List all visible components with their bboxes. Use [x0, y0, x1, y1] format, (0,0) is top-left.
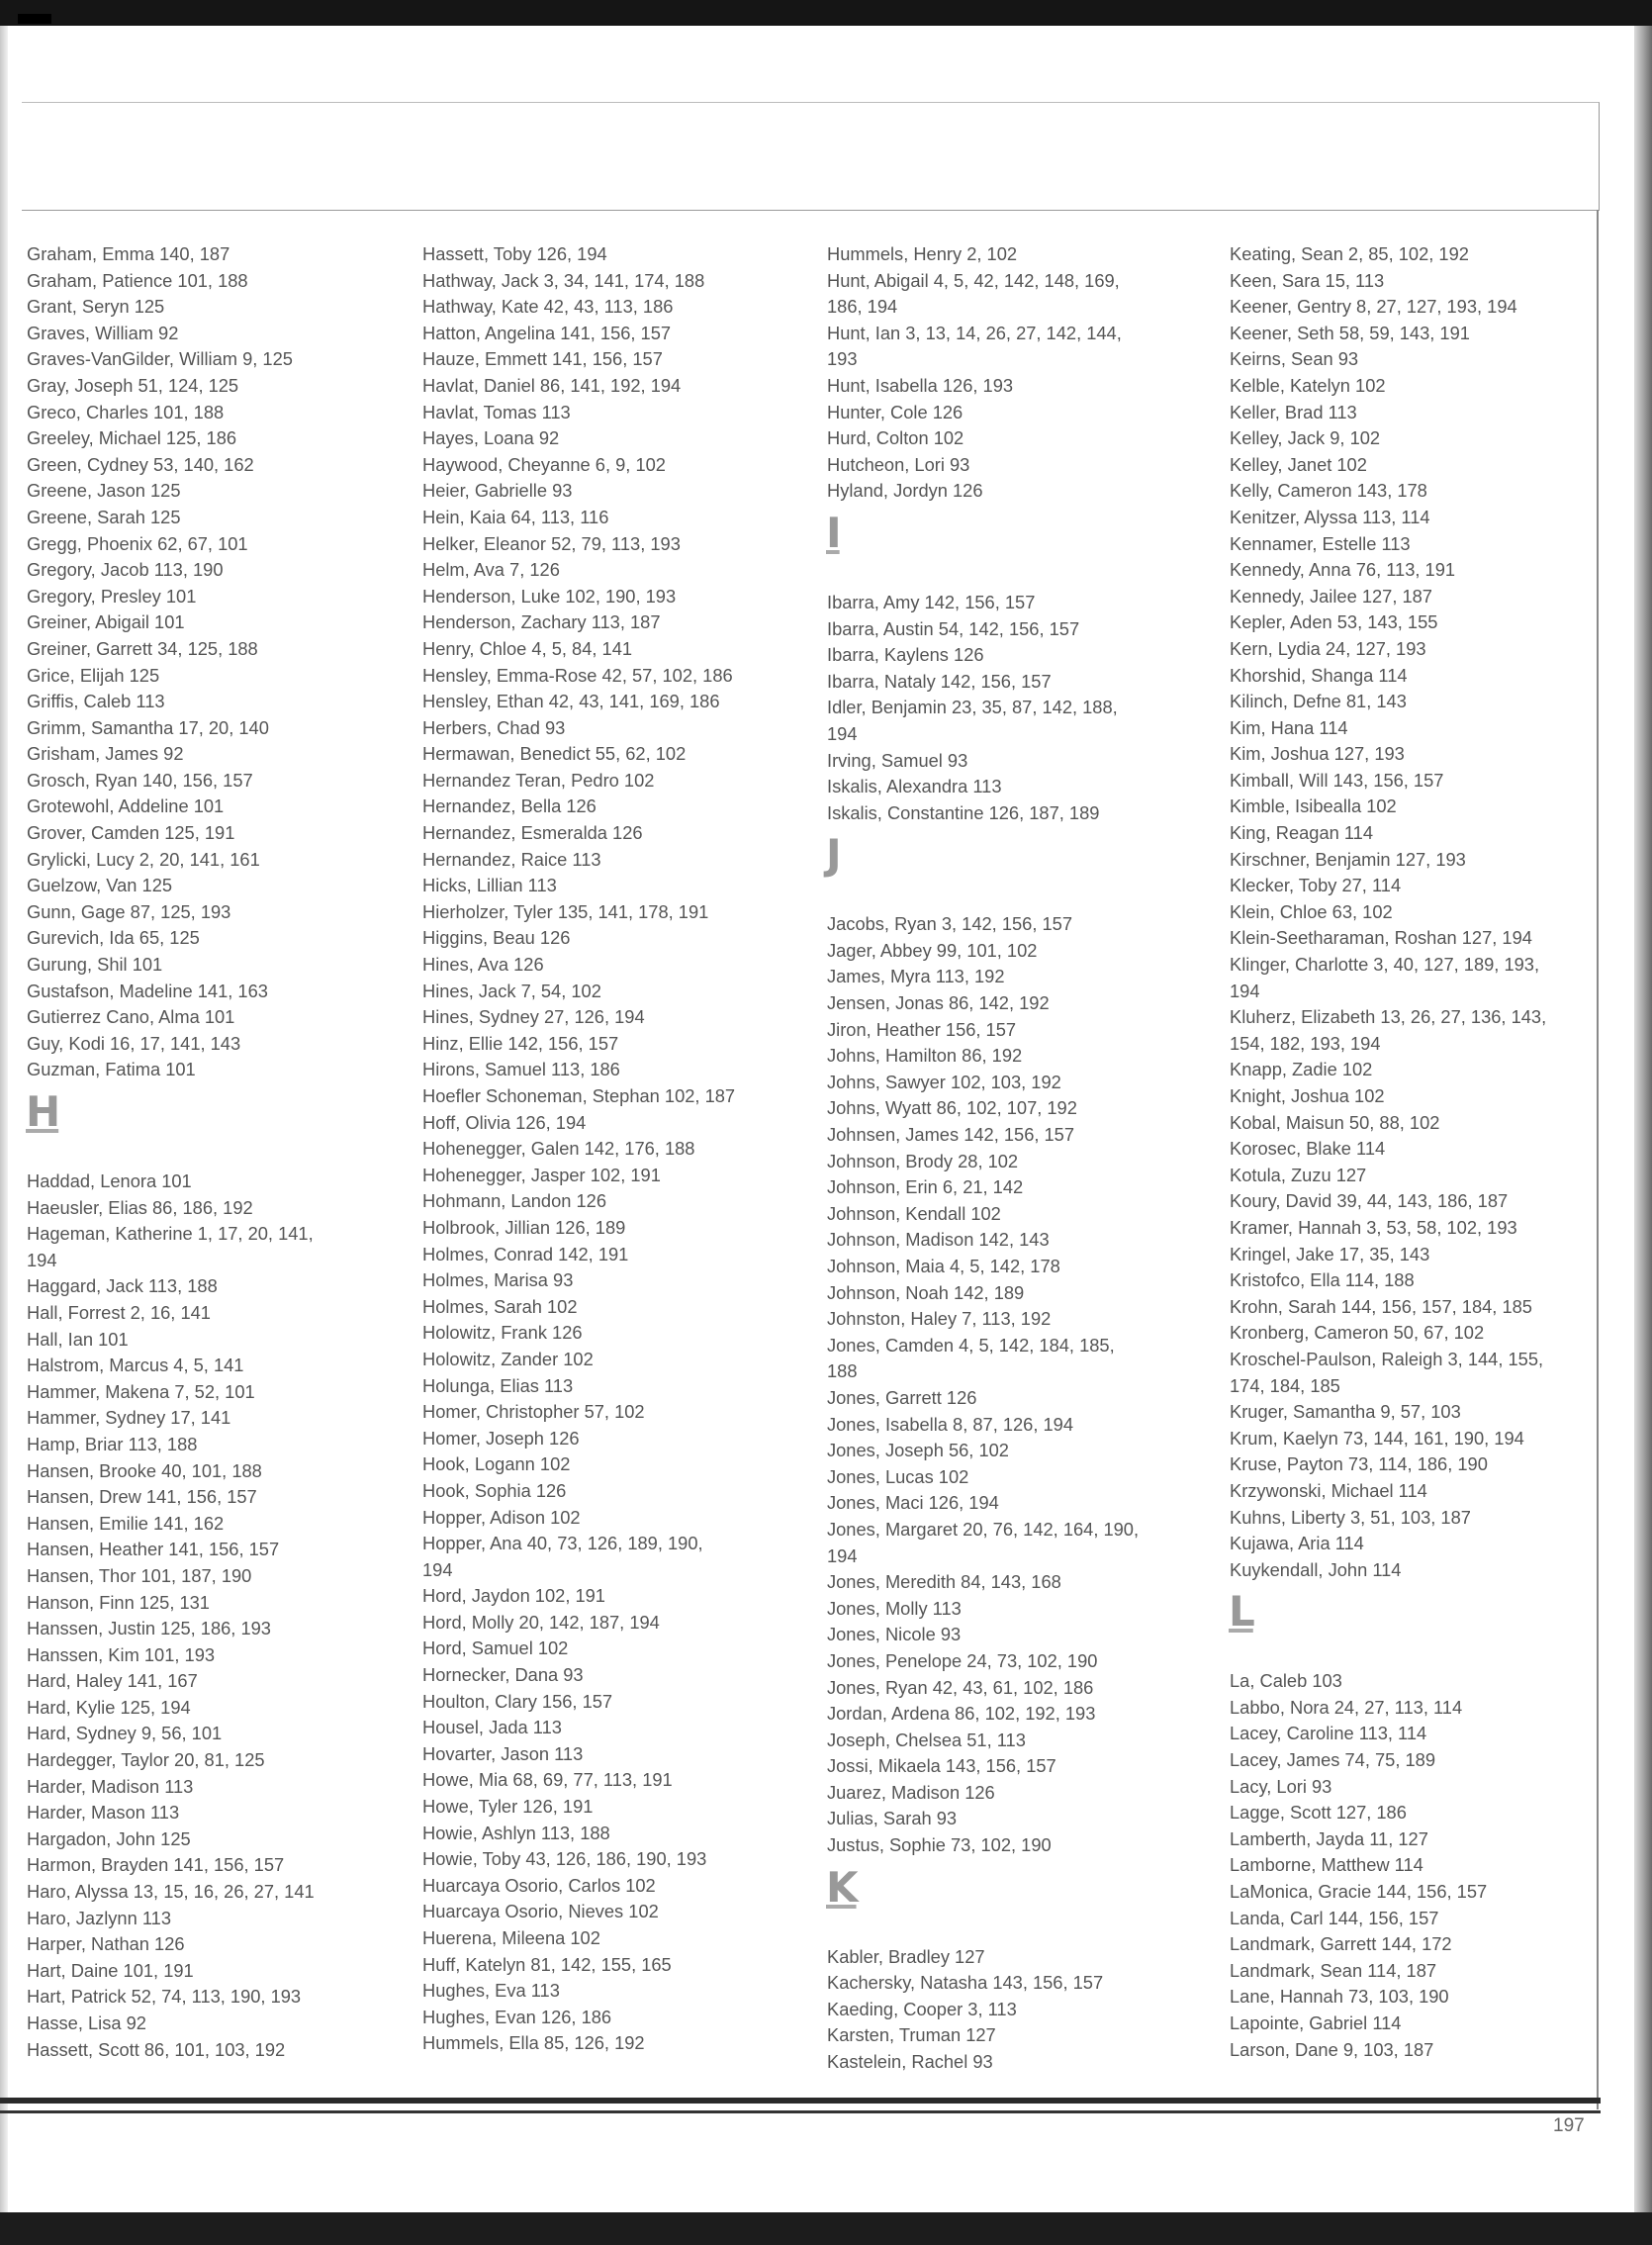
index-entry: King, Reagan 114: [1230, 822, 1374, 844]
index-entry: Grimm, Samantha 17, 20, 140: [27, 716, 269, 738]
index-entry: Karsten, Truman 127: [827, 2024, 996, 2046]
index-entry: Hall, Ian 101: [27, 1328, 129, 1350]
index-entry: Julias, Sarah 93: [827, 1808, 958, 1829]
index-entry: Graves, William 92: [27, 322, 179, 343]
index-entry: 194: [1230, 980, 1260, 1001]
index-entry: Hopper, Ana 40, 73, 126, 189, 190,: [422, 1533, 703, 1554]
index-entry: Hernandez, Raice 113: [422, 848, 601, 870]
index-entry: Hinz, Ellie 142, 156, 157: [422, 1032, 619, 1054]
index-entry: Kaeding, Cooper 3, 113: [827, 1998, 1017, 2019]
index-entry: Hansen, Drew 141, 156, 157: [27, 1486, 257, 1508]
index-entry: Kruse, Payton 73, 114, 186, 190: [1230, 1453, 1488, 1475]
index-entry: Johns, Sawyer 102, 103, 192: [827, 1071, 1061, 1092]
index-entry: Haywood, Cheyanne 6, 9, 102: [422, 453, 666, 475]
index-entry: Hermawan, Benedict 55, 62, 102: [422, 743, 687, 765]
index-entry: Hart, Daine 101, 191: [27, 1959, 194, 1981]
index-entry: Houlton, Clary 156, 157: [422, 1690, 613, 1712]
index-entry: 186, 194: [827, 296, 898, 318]
letter-heading-glyph: H: [26, 1087, 59, 1136]
index-entry: Homer, Christopher 57, 102: [422, 1401, 645, 1423]
index-entry: Hook, Logann 102: [422, 1453, 571, 1475]
page-number: 197: [1553, 2115, 1585, 2136]
index-entry: Gregory, Jacob 113, 190: [27, 559, 224, 581]
index-entry: Hughes, Evan 126, 186: [422, 2006, 612, 2027]
index-entry: Jossi, Mikaela 143, 156, 157: [827, 1755, 1056, 1777]
top-dark-strip: [0, 0, 1652, 26]
index-entry: Hathway, Jack 3, 34, 141, 174, 188: [422, 269, 705, 291]
index-entry: Grosch, Ryan 140, 156, 157: [27, 769, 253, 791]
index-entry: Gunn, Gage 87, 125, 193: [27, 900, 231, 922]
index-entry: Henderson, Zachary 113, 187: [422, 611, 661, 633]
index-entry: Khorshid, Shanga 114: [1230, 664, 1408, 686]
index-entry: Hasse, Lisa 92: [27, 2012, 146, 2033]
index-entry: Harper, Nathan 126: [27, 1933, 185, 1955]
index-entry: Klecker, Toby 27, 114: [1230, 875, 1402, 896]
index-entry: Jager, Abbey 99, 101, 102: [827, 939, 1038, 961]
index-entry: Jones, Penelope 24, 73, 102, 190: [827, 1649, 1098, 1671]
index-entry: Hord, Jaydon 102, 191: [422, 1585, 605, 1607]
index-column-1: [24, 241, 405, 2063]
index-entry: Hansen, Heather 141, 156, 157: [27, 1539, 280, 1560]
index-entry: Hensley, Emma-Rose 42, 57, 102, 186: [422, 664, 733, 686]
index-entry: Johnson, Noah 142, 189: [827, 1281, 1025, 1303]
index-entry: Jones, Margaret 20, 76, 142, 164, 190,: [827, 1518, 1140, 1540]
index-column-3: [824, 241, 1205, 2076]
index-entry: Ibarra, Nataly 142, 156, 157: [827, 670, 1052, 692]
index-entry: Landmark, Garrett 144, 172: [1230, 1933, 1452, 1955]
index-entry: Knight, Joshua 102: [1230, 1085, 1385, 1106]
index-entry: Guzman, Fatima 101: [27, 1059, 196, 1080]
index-entry: Hord, Samuel 102: [422, 1637, 569, 1659]
index-entry: Holowitz, Frank 126: [422, 1322, 583, 1344]
index-entry: Hoff, Olivia 126, 194: [422, 1111, 587, 1133]
index-entry: Jones, Molly 113: [827, 1597, 962, 1619]
index-entry: Hines, Sydney 27, 126, 194: [422, 1006, 645, 1028]
index-entry: Gurung, Shil 101: [27, 954, 163, 976]
index-entry: Jacobs, Ryan 3, 142, 156, 157: [827, 913, 1072, 935]
index-entry: Hammer, Sydney 17, 141: [27, 1407, 231, 1429]
letter-heading-glyph: K: [826, 1862, 857, 1912]
index-entry: Ibarra, Austin 54, 142, 156, 157: [827, 617, 1080, 639]
index-entry: Lacey, James 74, 75, 189: [1230, 1749, 1435, 1771]
index-entry: Hammer, Makena 7, 52, 101: [27, 1380, 255, 1402]
index-entry: Hughes, Eva 113: [422, 1980, 560, 2002]
index-entry: Hard, Kylie 125, 194: [27, 1696, 191, 1718]
index-entry: Kilinch, Defne 81, 143: [1230, 691, 1407, 712]
index-entry: Hensley, Ethan 42, 43, 141, 169, 186: [422, 691, 720, 712]
index-entry: Graham, Patience 101, 188: [27, 269, 248, 291]
index-entry: Johnson, Maia 4, 5, 142, 178: [827, 1256, 1060, 1276]
index-entry: Krum, Kaelyn 73, 144, 161, 190, 194: [1230, 1427, 1524, 1449]
index-entry: James, Myra 113, 192: [827, 966, 1005, 987]
index-entry: Hovarter, Jason 113: [422, 1742, 584, 1764]
index-entry: Hohenegger, Galen 142, 176, 188: [422, 1138, 695, 1160]
index-entry: 194: [422, 1558, 453, 1580]
index-entry: Keen, Sara 15, 113: [1230, 269, 1385, 291]
index-entry: Hines, Jack 7, 54, 102: [422, 980, 601, 1001]
index-entry: Koury, David 39, 44, 143, 186, 187: [1230, 1190, 1509, 1212]
index-entry: Keener, Seth 58, 59, 143, 191: [1230, 322, 1470, 343]
top-corner-mark: [18, 14, 51, 24]
index-entry: Huerena, Mileena 102: [422, 1927, 600, 1948]
index-entry: Hanssen, Kim 101, 193: [27, 1643, 216, 1665]
index-entry: Kelly, Cameron 143, 178: [1230, 480, 1427, 502]
index-entry: Jones, Garrett 126: [827, 1386, 977, 1408]
index-entry: Johnston, Haley 7, 113, 192: [827, 1308, 1052, 1330]
index-entry: Halstrom, Marcus 4, 5, 141: [27, 1355, 244, 1376]
index-entry: Korosec, Blake 114: [1230, 1138, 1386, 1160]
index-entry: Justus, Sophie 73, 102, 190: [827, 1834, 1052, 1856]
index-entry: Green, Cydney 53, 140, 162: [27, 453, 254, 475]
index-entry: Kroschel-Paulson, Raleigh 3, 144, 155,: [1230, 1348, 1544, 1369]
index-entry: Havlat, Daniel 86, 141, 192, 194: [422, 374, 682, 396]
index-entry: Hanssen, Justin 125, 186, 193: [27, 1618, 271, 1639]
index-entry: Ibarra, Kaylens 126: [827, 644, 984, 666]
index-entry: Jones, Meredith 84, 143, 168: [827, 1571, 1061, 1593]
index-entry: Krohn, Sarah 144, 156, 157, 184, 185: [1230, 1295, 1532, 1317]
index-entry: Kim, Hana 114: [1230, 716, 1348, 738]
index-entry: Haro, Alyssa 13, 15, 16, 26, 27, 141: [27, 1881, 315, 1903]
index-entry: Klinger, Charlotte 3, 40, 127, 189, 193,: [1230, 954, 1540, 976]
index-entry: Johns, Wyatt 86, 102, 107, 192: [827, 1097, 1077, 1119]
index-entry: Hunter, Cole 126: [827, 401, 964, 422]
index-entry: Hassett, Toby 126, 194: [422, 243, 607, 264]
index-entry: 174, 184, 185: [1230, 1374, 1340, 1396]
index-entry: Jiron, Heather 156, 157: [827, 1018, 1017, 1040]
index-entry: 188: [827, 1360, 858, 1382]
index-entry: Grylicki, Lucy 2, 20, 141, 161: [27, 848, 260, 870]
letter-heading: [824, 505, 1205, 590]
bottom-dark-strip: [0, 2212, 1652, 2245]
index-entry: Hunt, Abigail 4, 5, 42, 142, 148, 169,: [827, 269, 1120, 291]
index-entry: Hutcheon, Lori 93: [827, 453, 970, 475]
index-entry: Hurd, Colton 102: [827, 427, 964, 449]
index-entry: Kronberg, Cameron 50, 67, 102: [1230, 1322, 1485, 1344]
page-left-edge: [0, 26, 8, 2242]
index-entry: Lacy, Lori 93: [1230, 1775, 1332, 1797]
index-entry: Homer, Joseph 126: [422, 1427, 580, 1449]
index-entry: Hauze, Emmett 141, 156, 157: [422, 348, 663, 370]
index-entry: Jensen, Jonas 86, 142, 192: [827, 992, 1050, 1014]
index-entry: Kluherz, Elizabeth 13, 26, 27, 136, 143,: [1230, 1006, 1547, 1028]
index-entry: Hicks, Lillian 113: [422, 875, 557, 896]
index-entry: Haddad, Lenora 101: [27, 1170, 192, 1191]
index-entry: Krzywonski, Michael 114: [1230, 1479, 1427, 1501]
index-entry: Harder, Madison 113: [27, 1775, 194, 1797]
index-entry: LaMonica, Gracie 144, 156, 157: [1230, 1881, 1488, 1903]
index-entry: Kabler, Bradley 127: [827, 1945, 985, 1967]
index-entry: Hummels, Ella 85, 126, 192: [422, 2032, 645, 2054]
index-entry: Haro, Jazlynn 113: [27, 1907, 171, 1928]
index-entry: Johns, Hamilton 86, 192: [827, 1045, 1023, 1067]
index-entry: Iskalis, Alexandra 113: [827, 776, 1002, 797]
index-entry: Kim, Joshua 127, 193: [1230, 743, 1405, 765]
bottom-rule: [0, 2098, 1601, 2104]
index-entry: Hornecker, Dana 93: [422, 1664, 584, 1686]
index-entry: Holunga, Elias 113: [422, 1374, 574, 1396]
index-entry: Hunt, Isabella 126, 193: [827, 374, 1014, 396]
index-entry: La, Caleb 103: [1230, 1670, 1342, 1692]
index-entry: Ibarra, Amy 142, 156, 157: [827, 591, 1036, 612]
index-entry: Haeusler, Elias 86, 186, 192: [27, 1196, 253, 1218]
letter-heading: [824, 1859, 1205, 1944]
index-entry: Keller, Brad 113: [1230, 401, 1357, 422]
index-entry: Kotula, Zuzu 127: [1230, 1164, 1367, 1185]
index-entry: Hassett, Scott 86, 101, 103, 192: [27, 2038, 286, 2060]
index-entry: Hatton, Angelina 141, 156, 157: [422, 322, 672, 343]
index-entry: Hernandez Teran, Pedro 102: [422, 769, 655, 791]
index-entry: Hirons, Samuel 113, 186: [422, 1059, 620, 1080]
index-entry: Grice, Elijah 125: [27, 664, 160, 686]
index-entry: Holmes, Marisa 93: [422, 1269, 574, 1291]
index-entry: Lacey, Caroline 113, 114: [1230, 1723, 1427, 1744]
index-entry: Hall, Forrest 2, 16, 141: [27, 1301, 211, 1323]
index-entry: Johnson, Kendall 102: [827, 1202, 1001, 1224]
index-entry: Hines, Ava 126: [422, 954, 544, 976]
index-entry: Guy, Kodi 16, 17, 141, 143: [27, 1032, 241, 1054]
index-entry: Hard, Haley 141, 167: [27, 1670, 198, 1692]
index-entry: Greeley, Michael 125, 186: [27, 427, 237, 449]
index-entry: Kelley, Jack 9, 102: [1230, 427, 1381, 449]
index-entry: Irving, Samuel 93: [827, 749, 968, 771]
letter-heading-glyph: J: [826, 830, 840, 880]
index-entry: Kenitzer, Alyssa 113, 114: [1230, 506, 1430, 527]
index-entry: Harmon, Brayden 141, 156, 157: [27, 1854, 285, 1876]
index-entry: Griffis, Caleb 113: [27, 691, 165, 712]
index-entry: Huff, Katelyn 81, 142, 155, 165: [422, 1953, 672, 1975]
index-entry: Greco, Charles 101, 188: [27, 401, 225, 422]
index-entry: Jones, Camden 4, 5, 142, 184, 185,: [827, 1334, 1115, 1356]
index-entry: Johnson, Madison 142, 143: [827, 1229, 1050, 1251]
index-entry: Larson, Dane 9, 103, 187: [1230, 2038, 1434, 2060]
index-entry: Hardegger, Taylor 20, 81, 125: [27, 1749, 265, 1771]
index-entry: Hopper, Adison 102: [422, 1506, 581, 1528]
index-entry: Gray, Joseph 51, 124, 125: [27, 374, 239, 396]
index-entry: Landmark, Sean 114, 187: [1230, 1959, 1437, 1981]
index-entry: 194: [827, 1544, 858, 1566]
index-entry: Kujawa, Aria 114: [1230, 1533, 1364, 1554]
index-entry: Hamp, Briar 113, 188: [27, 1433, 198, 1454]
index-entry: Herbers, Chad 93: [422, 716, 566, 738]
index-entry: Kramer, Hannah 3, 53, 58, 102, 193: [1230, 1216, 1517, 1238]
letter-heading-glyph: I: [826, 508, 840, 557]
index-entry: Hansen, Thor 101, 187, 190: [27, 1564, 252, 1586]
index-entry: Howie, Toby 43, 126, 186, 190, 193: [422, 1848, 707, 1870]
index-entry: Keating, Sean 2, 85, 102, 192: [1230, 243, 1469, 264]
index-entry: Henderson, Luke 102, 190, 193: [422, 585, 677, 607]
index-entry: Hanson, Finn 125, 131: [27, 1591, 210, 1613]
index-entry: Jones, Ryan 42, 43, 61, 102, 186: [827, 1676, 1094, 1698]
index-entry: 193: [827, 348, 858, 370]
index-entry: Kobal, Maisun 50, 88, 102: [1230, 1111, 1440, 1133]
index-entry: Hummels, Henry 2, 102: [827, 243, 1018, 264]
index-entry: Labbo, Nora 24, 27, 113, 114: [1230, 1696, 1463, 1718]
index-entry: Grisham, James 92: [27, 743, 184, 765]
bottom-rule-thin: [0, 2110, 1601, 2113]
index-entry: Howe, Tyler 126, 191: [422, 1796, 594, 1818]
index-entry: Holowitz, Zander 102: [422, 1348, 594, 1369]
letter-heading: [1227, 1583, 1607, 1668]
index-entry: Hernandez, Esmeralda 126: [422, 822, 643, 844]
index-entry: Higgins, Beau 126: [422, 927, 571, 949]
index-entry: Jordan, Ardena 86, 102, 192, 193: [827, 1703, 1096, 1725]
index-entry: Iskalis, Constantine 126, 187, 189: [827, 801, 1100, 823]
index-entry: Hageman, Katherine 1, 17, 20, 141,: [27, 1223, 314, 1245]
index-entry: Helm, Ava 7, 126: [422, 559, 560, 581]
index-entry: Hoefler Schoneman, Stephan 102, 187: [422, 1085, 736, 1106]
index-entry: Grover, Camden 125, 191: [27, 822, 235, 844]
index-entry: Knapp, Zadie 102: [1230, 1059, 1373, 1080]
index-entry: Hayes, Loana 92: [422, 427, 560, 449]
index-entry: Kern, Lydia 24, 127, 193: [1230, 637, 1426, 659]
index-entry: Kimball, Will 143, 156, 157: [1230, 769, 1444, 791]
index-entry: Grotewohl, Addeline 101: [27, 795, 225, 817]
index-entry: 194: [827, 722, 858, 744]
index-entry: Graham, Emma 140, 187: [27, 243, 230, 264]
index-entry: Hathway, Kate 42, 43, 113, 186: [422, 296, 674, 318]
page-right-edge: [1634, 26, 1652, 2245]
index-entry: Harder, Mason 113: [27, 1802, 180, 1824]
index-entry: Lagge, Scott 127, 186: [1230, 1802, 1407, 1824]
index-entry: Kringel, Jake 17, 35, 143: [1230, 1243, 1430, 1264]
index-entry: Kennedy, Anna 76, 113, 191: [1230, 559, 1456, 581]
index-entry: Lapointe, Gabriel 114: [1230, 2012, 1402, 2033]
index-entry: Havlat, Tomas 113: [422, 401, 571, 422]
index-entry: Gregg, Phoenix 62, 67, 101: [27, 532, 248, 554]
index-entry: Kuykendall, John 114: [1230, 1558, 1402, 1580]
letter-heading-glyph: L: [1229, 1587, 1253, 1637]
index-entry: Kimble, Isibealla 102: [1230, 795, 1397, 817]
index-entry: Greene, Jason 125: [27, 480, 181, 502]
index-entry: Gutierrez Cano, Alma 101: [27, 1006, 235, 1028]
index-entry: Hein, Kaia 64, 113, 116: [422, 506, 609, 527]
index-entry: Keener, Gentry 8, 27, 127, 193, 194: [1230, 296, 1517, 318]
index-entry: Kepler, Aden 53, 143, 155: [1230, 611, 1438, 633]
index-entry: Hohenegger, Jasper 102, 191: [422, 1164, 661, 1185]
index-entry: Hart, Patrick 52, 74, 113, 190, 193: [27, 1986, 302, 2008]
index-entry: Lamberth, Jayda 11, 127: [1230, 1827, 1428, 1849]
index-entry: Klein-Seetharaman, Roshan 127, 194: [1230, 927, 1532, 949]
index-entry: Helker, Eleanor 52, 79, 113, 193: [422, 532, 681, 554]
index-entry: Howie, Ashlyn 113, 188: [422, 1822, 610, 1843]
index-entry: Hierholzer, Tyler 135, 141, 178, 191: [422, 900, 709, 922]
index-entry: Johnson, Erin 6, 21, 142: [827, 1176, 1024, 1198]
index-entry: Kelley, Janet 102: [1230, 453, 1367, 475]
index-entry: Holmes, Conrad 142, 191: [422, 1243, 629, 1264]
index-entry: Hansen, Brooke 40, 101, 188: [27, 1459, 262, 1481]
index-entry: Kachersky, Natasha 143, 156, 157: [827, 1972, 1104, 1994]
index-entry: Jones, Maci 126, 194: [827, 1492, 999, 1514]
index-entry: Kristofco, Ella 114, 188: [1230, 1269, 1415, 1291]
index-column-2: [419, 241, 800, 2057]
index-entry: Landa, Carl 144, 156, 157: [1230, 1907, 1439, 1928]
index-entry: Heier, Gabrielle 93: [422, 480, 573, 502]
index-entry: Jones, Joseph 56, 102: [827, 1440, 1009, 1461]
index-entry: Guelzow, Van 125: [27, 875, 173, 896]
index-entry: Hohmann, Landon 126: [422, 1190, 607, 1212]
index-entry: Kelble, Katelyn 102: [1230, 374, 1386, 396]
index-entry: Jones, Isabella 8, 87, 126, 194: [827, 1413, 1074, 1435]
index-entry: Howe, Mia 68, 69, 77, 113, 191: [422, 1769, 673, 1791]
index-entry: Kirschner, Benjamin 127, 193: [1230, 848, 1466, 870]
index-entry: Hunt, Ian 3, 13, 14, 26, 27, 142, 144,: [827, 322, 1122, 343]
index-entry: Holbrook, Jillian 126, 189: [422, 1216, 626, 1238]
index-entry: Juarez, Madison 126: [827, 1781, 995, 1803]
index-entry: Hargadon, John 125: [27, 1827, 191, 1849]
index-entry: Hord, Molly 20, 142, 187, 194: [422, 1611, 660, 1633]
index-entry: Gurevich, Ida 65, 125: [27, 927, 200, 949]
index-entry: Huarcaya Osorio, Nieves 102: [422, 1901, 659, 1922]
index-entry: Kuhns, Liberty 3, 51, 103, 187: [1230, 1506, 1471, 1528]
index-entry: 194: [27, 1249, 57, 1270]
index-column-4: [1227, 241, 1607, 2063]
index-entry: Graves-VanGilder, William 9, 125: [27, 348, 293, 370]
index-entry: Greiner, Abigail 101: [27, 611, 185, 633]
index-entry: Huarcaya Osorio, Carlos 102: [422, 1874, 656, 1896]
index-entry: Kruger, Samantha 9, 57, 103: [1230, 1401, 1461, 1423]
index-entry: Henry, Chloe 4, 5, 84, 141: [422, 637, 633, 659]
letter-heading: [24, 1083, 405, 1169]
index-entry: Kastelein, Rachel 93: [827, 2051, 993, 2073]
index-entry: Kennedy, Jailee 127, 187: [1230, 585, 1432, 607]
index-entry: Johnson, Brody 28, 102: [827, 1150, 1019, 1171]
index-entry: Housel, Jada 113: [422, 1717, 562, 1738]
index-entry: Johnsen, James 142, 156, 157: [827, 1124, 1075, 1146]
index-entry: Haggard, Jack 113, 188: [27, 1275, 218, 1297]
index-entry: Hard, Sydney 9, 56, 101: [27, 1723, 223, 1744]
index-entry: Greiner, Garrett 34, 125, 188: [27, 637, 258, 659]
index-entry: Joseph, Chelsea 51, 113: [827, 1729, 1026, 1750]
index-entry: Hernandez, Bella 126: [422, 795, 597, 817]
index-entry: Hyland, Jordyn 126: [827, 480, 983, 502]
index-entry: Klein, Chloe 63, 102: [1230, 900, 1393, 922]
index-entry: Gregory, Presley 101: [27, 585, 197, 607]
index-entry: Holmes, Sarah 102: [422, 1295, 578, 1317]
index-entry: Kennamer, Estelle 113: [1230, 532, 1411, 554]
index-entry: Jones, Nicole 93: [827, 1624, 962, 1645]
index-entry: Gustafson, Madeline 141, 163: [27, 980, 268, 1001]
index-entry: Grant, Seryn 125: [27, 296, 165, 318]
index-entry: Lane, Hannah 73, 103, 190: [1230, 1986, 1449, 2008]
index-entry: Keirns, Sean 93: [1230, 348, 1359, 370]
index-entry: Jones, Lucas 102: [827, 1465, 969, 1487]
index-entry: Lamborne, Matthew 114: [1230, 1854, 1423, 1876]
index-entry: 154, 182, 193, 194: [1230, 1032, 1381, 1054]
index-entry: Greene, Sarah 125: [27, 506, 181, 527]
index-entry: Hansen, Emilie 141, 162: [27, 1512, 225, 1534]
header-frame: [22, 102, 1600, 211]
index-entry: Idler, Benjamin 23, 35, 87, 142, 188,: [827, 697, 1118, 718]
index-entry: Hook, Sophia 126: [422, 1479, 567, 1501]
letter-heading: [824, 826, 1205, 911]
